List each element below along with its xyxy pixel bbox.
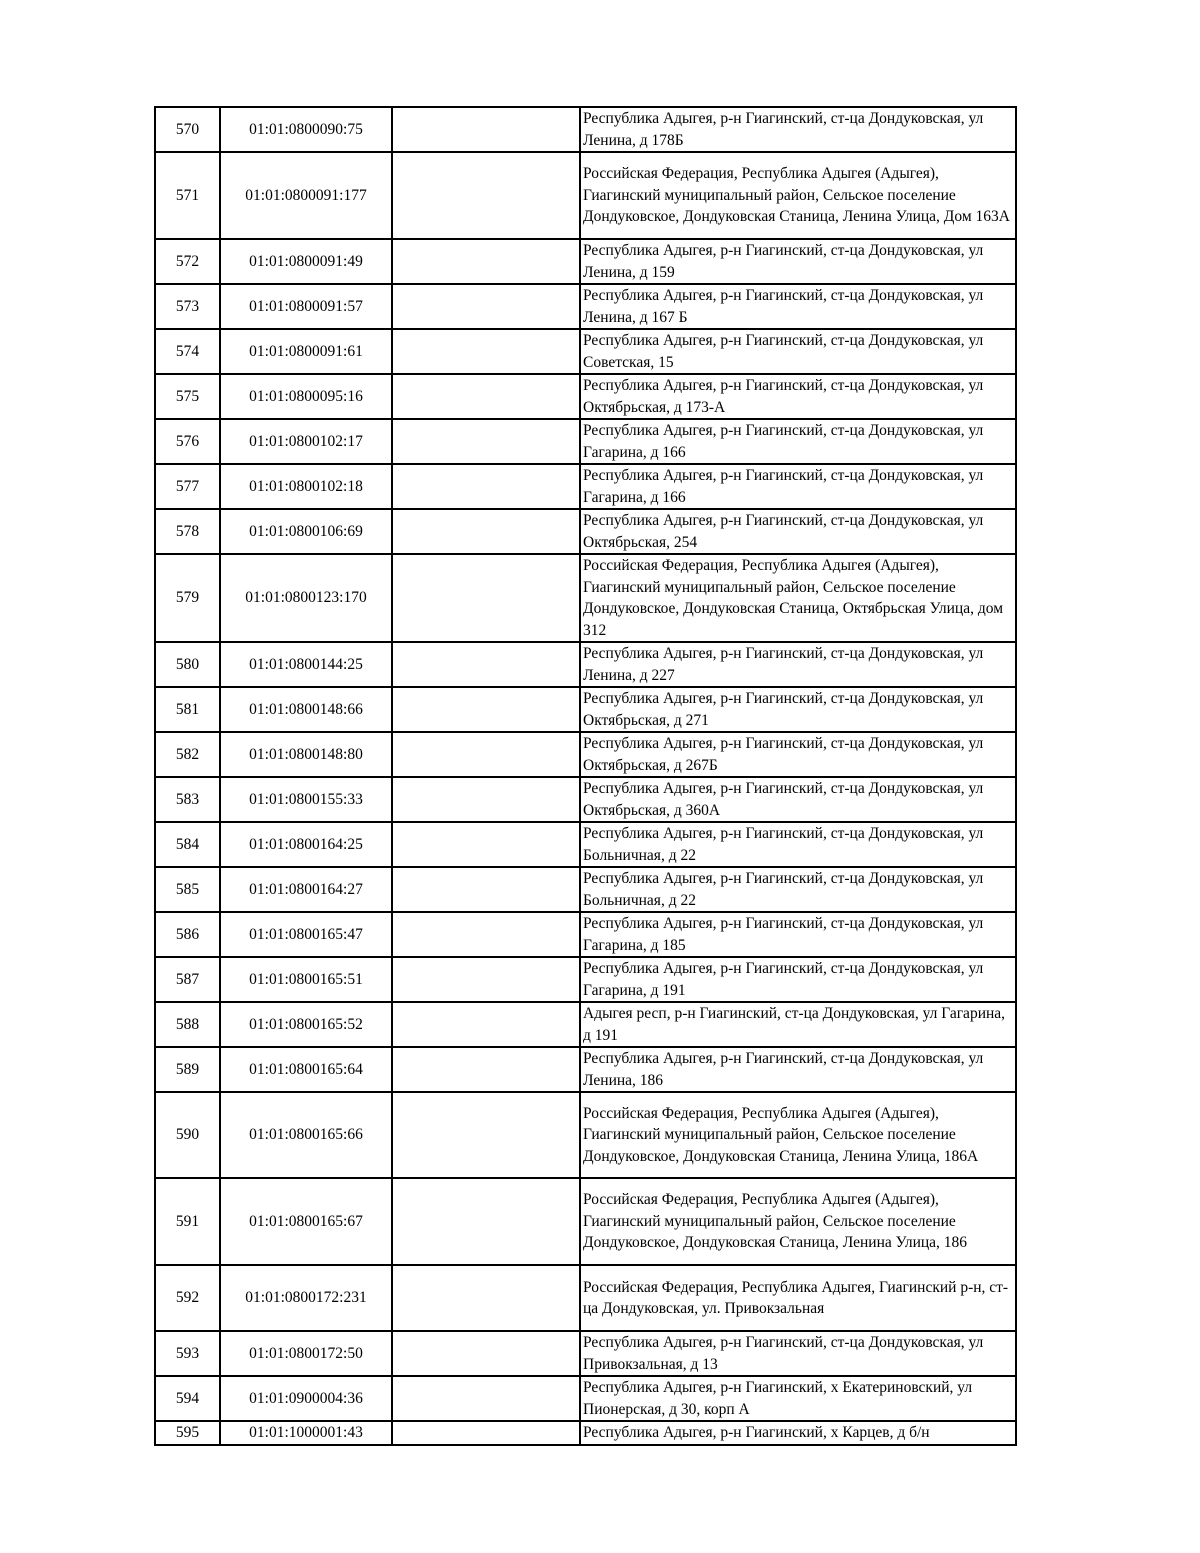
cadastral-number-cell: 01:01:0800102:17	[220, 419, 392, 464]
address-cell: Республика Адыгея, р-н Гиагинский, ст-ца Дондуковская, ул Ленина, д 167 Б	[580, 284, 1016, 329]
table-row	[155, 1376, 1016, 1421]
table-row	[155, 642, 1016, 687]
table-row	[155, 1092, 1016, 1178]
row-number-cell: 591	[155, 1178, 220, 1265]
cadastral-number-cell: 01:01:0800123:170	[220, 554, 392, 642]
cadastral-number-cell: 01:01:0800091:49	[220, 239, 392, 284]
address-cell: Республика Адыгея, р-н Гиагинский, ст-ца Дондуковская, ул Октябрьская, 254	[580, 509, 1016, 554]
empty-cell	[392, 822, 580, 867]
cadastral-number-cell: 01:01:0800090:75	[220, 107, 392, 152]
table-row	[155, 284, 1016, 329]
row-number-cell: 595	[155, 1421, 220, 1445]
address-cell: Российская Федерация, Республика Адыгея (Адыгея), Гиагинский муниципальный район, Сельское поселение Дондуковское, Дондуковская Станица, Ленина Улица, 186А	[580, 1092, 1016, 1178]
address-cell: Республика Адыгея, р-н Гиагинский, ст-ца Дондуковская, ул Гагарина, д 191	[580, 957, 1016, 1002]
address-cell: Республика Адыгея, р-н Гиагинский, ст-ца Дондуковская, ул Привокзальная, д 13	[580, 1331, 1016, 1376]
address-cell: Республика Адыгея, р-н Гиагинский, ст-ца Дондуковская, ул Ленина, д 178Б	[580, 107, 1016, 152]
cadastral-number-cell: 01:01:1000001:43	[220, 1421, 392, 1445]
address-cell: Республика Адыгея, р-н Гиагинский, ст-ца Дондуковская, ул Гагарина, д 166	[580, 464, 1016, 509]
empty-cell	[392, 777, 580, 822]
registry-table-body	[155, 107, 1016, 1445]
table-row	[155, 107, 1016, 152]
empty-cell	[392, 107, 580, 152]
cadastral-number-cell: 01:01:0800165:64	[220, 1047, 392, 1092]
empty-cell	[392, 1047, 580, 1092]
table-row	[155, 152, 1016, 239]
row-number-cell: 575	[155, 374, 220, 419]
empty-cell	[392, 957, 580, 1002]
address-cell: Российская Федерация, Республика Адыгея, Гиагинский р-н, ст-ца Дондуковская, ул. Привокзальная	[580, 1265, 1016, 1331]
table-row	[155, 1421, 1016, 1445]
empty-cell	[392, 464, 580, 509]
address-cell: Республика Адыгея, р-н Гиагинский, ст-ца Дондуковская, ул Ленина, д 227	[580, 642, 1016, 687]
cadastral-number-cell: 01:01:0800172:231	[220, 1265, 392, 1331]
address-cell: Республика Адыгея, р-н Гиагинский, ст-ца Дондуковская, ул Советская, 15	[580, 329, 1016, 374]
row-number-cell: 589	[155, 1047, 220, 1092]
address-cell: Республика Адыгея, р-н Гиагинский, ст-ца Дондуковская, ул Ленина, 186	[580, 1047, 1016, 1092]
address-cell: Республика Адыгея, р-н Гиагинский, ст-ца Дондуковская, ул Октябрьская, д 173-А	[580, 374, 1016, 419]
table-row	[155, 957, 1016, 1002]
empty-cell	[392, 419, 580, 464]
row-number-cell: 573	[155, 284, 220, 329]
table-row	[155, 1002, 1016, 1047]
cadastral-number-cell: 01:01:0800106:69	[220, 509, 392, 554]
address-cell: Республика Адыгея, р-н Гиагинский, ст-ца Дондуковская, ул Октябрьская, д 360А	[580, 777, 1016, 822]
cadastral-number-cell: 01:01:0800165:51	[220, 957, 392, 1002]
row-number-cell: 593	[155, 1331, 220, 1376]
registry-table	[154, 106, 1017, 1446]
row-number-cell: 579	[155, 554, 220, 642]
row-number-cell: 582	[155, 732, 220, 777]
table-row	[155, 822, 1016, 867]
empty-cell	[392, 509, 580, 554]
empty-cell	[392, 867, 580, 912]
cadastral-number-cell: 01:01:0800091:61	[220, 329, 392, 374]
cadastral-number-cell: 01:01:0800165:52	[220, 1002, 392, 1047]
empty-cell	[392, 152, 580, 239]
row-number-cell: 576	[155, 419, 220, 464]
address-cell: Республика Адыгея, р-н Гиагинский, ст-ца Дондуковская, ул Октябрьская, д 267Б	[580, 732, 1016, 777]
table-row	[155, 732, 1016, 777]
address-cell: Республика Адыгея, р-н Гиагинский, х Карцев, д б/н	[580, 1421, 1016, 1445]
empty-cell	[392, 374, 580, 419]
row-number-cell: 586	[155, 912, 220, 957]
row-number-cell: 584	[155, 822, 220, 867]
cadastral-number-cell: 01:01:0800102:18	[220, 464, 392, 509]
empty-cell	[392, 1376, 580, 1421]
cadastral-number-cell: 01:01:0800091:177	[220, 152, 392, 239]
row-number-cell: 585	[155, 867, 220, 912]
row-number-cell: 577	[155, 464, 220, 509]
empty-cell	[392, 912, 580, 957]
empty-cell	[392, 1265, 580, 1331]
row-number-cell: 571	[155, 152, 220, 239]
table-row	[155, 1331, 1016, 1376]
address-cell: Республика Адыгея, р-н Гиагинский, ст-ца Дондуковская, ул Октябрьская, д 271	[580, 687, 1016, 732]
empty-cell	[392, 732, 580, 777]
empty-cell	[392, 1331, 580, 1376]
cadastral-number-cell: 01:01:0900004:36	[220, 1376, 392, 1421]
table-row	[155, 329, 1016, 374]
empty-cell	[392, 687, 580, 732]
cadastral-number-cell: 01:01:0800155:33	[220, 777, 392, 822]
cadastral-number-cell: 01:01:0800091:57	[220, 284, 392, 329]
address-cell: Республика Адыгея, р-н Гиагинский, ст-ца Дондуковская, ул Гагарина, д 166	[580, 419, 1016, 464]
table-row	[155, 867, 1016, 912]
table-row	[155, 464, 1016, 509]
address-cell: Республика Адыгея, р-н Гиагинский, ст-ца Дондуковская, ул Гагарина, д 185	[580, 912, 1016, 957]
empty-cell	[392, 1421, 580, 1445]
address-cell: Республика Адыгея, р-н Гиагинский, ст-ца Дондуковская, ул Больничная, д 22	[580, 822, 1016, 867]
table-row	[155, 1265, 1016, 1331]
row-number-cell: 583	[155, 777, 220, 822]
row-number-cell: 594	[155, 1376, 220, 1421]
empty-cell	[392, 1002, 580, 1047]
empty-cell	[392, 1092, 580, 1178]
empty-cell	[392, 329, 580, 374]
table-row	[155, 239, 1016, 284]
table-row	[155, 374, 1016, 419]
table-row	[155, 554, 1016, 642]
cadastral-number-cell: 01:01:0800148:66	[220, 687, 392, 732]
row-number-cell: 588	[155, 1002, 220, 1047]
table-row	[155, 687, 1016, 732]
address-cell: Республика Адыгея, р-н Гиагинский, х Екатериновский, ул Пионерская, д 30, корп А	[580, 1376, 1016, 1421]
empty-cell	[392, 642, 580, 687]
address-cell: Республика Адыгея, р-н Гиагинский, ст-ца Дондуковская, ул Больничная, д 22	[580, 867, 1016, 912]
cadastral-number-cell: 01:01:0800165:47	[220, 912, 392, 957]
cadastral-number-cell: 01:01:0800144:25	[220, 642, 392, 687]
cadastral-number-cell: 01:01:0800095:16	[220, 374, 392, 419]
address-cell: Адыгея респ, р-н Гиагинский, ст-ца Дондуковская, ул Гагарина, д 191	[580, 1002, 1016, 1047]
row-number-cell: 592	[155, 1265, 220, 1331]
table-row	[155, 912, 1016, 957]
row-number-cell: 590	[155, 1092, 220, 1178]
address-cell: Российская Федерация, Республика Адыгея (Адыгея), Гиагинский муниципальный район, Сельское поселение Дондуковское, Дондуковская Станица, Октябрьская Улица, дом 312	[580, 554, 1016, 642]
table-row	[155, 419, 1016, 464]
row-number-cell: 578	[155, 509, 220, 554]
row-number-cell: 570	[155, 107, 220, 152]
table-row	[155, 777, 1016, 822]
row-number-cell: 587	[155, 957, 220, 1002]
row-number-cell: 580	[155, 642, 220, 687]
cadastral-number-cell: 01:01:0800172:50	[220, 1331, 392, 1376]
address-cell: Российская Федерация, Республика Адыгея (Адыгея), Гиагинский муниципальный район, Сельское поселение Дондуковское, Дондуковская Станица, Ленина Улица, 186	[580, 1178, 1016, 1265]
empty-cell	[392, 239, 580, 284]
cadastral-number-cell: 01:01:0800165:66	[220, 1092, 392, 1178]
empty-cell	[392, 1178, 580, 1265]
row-number-cell: 581	[155, 687, 220, 732]
cadastral-number-cell: 01:01:0800165:67	[220, 1178, 392, 1265]
row-number-cell: 572	[155, 239, 220, 284]
table-row	[155, 1178, 1016, 1265]
row-number-cell: 574	[155, 329, 220, 374]
cadastral-number-cell: 01:01:0800164:27	[220, 867, 392, 912]
cadastral-number-cell: 01:01:0800164:25	[220, 822, 392, 867]
table-row	[155, 509, 1016, 554]
empty-cell	[392, 284, 580, 329]
address-cell: Российская Федерация, Республика Адыгея (Адыгея), Гиагинский муниципальный район, Сельское поселение Дондуковское, Дондуковская Станица, Ленина Улица, Дом 163А	[580, 152, 1016, 239]
cadastral-number-cell: 01:01:0800148:80	[220, 732, 392, 777]
empty-cell	[392, 554, 580, 642]
address-cell: Республика Адыгея, р-н Гиагинский, ст-ца Дондуковская, ул Ленина, д 159	[580, 239, 1016, 284]
table-row	[155, 1047, 1016, 1092]
